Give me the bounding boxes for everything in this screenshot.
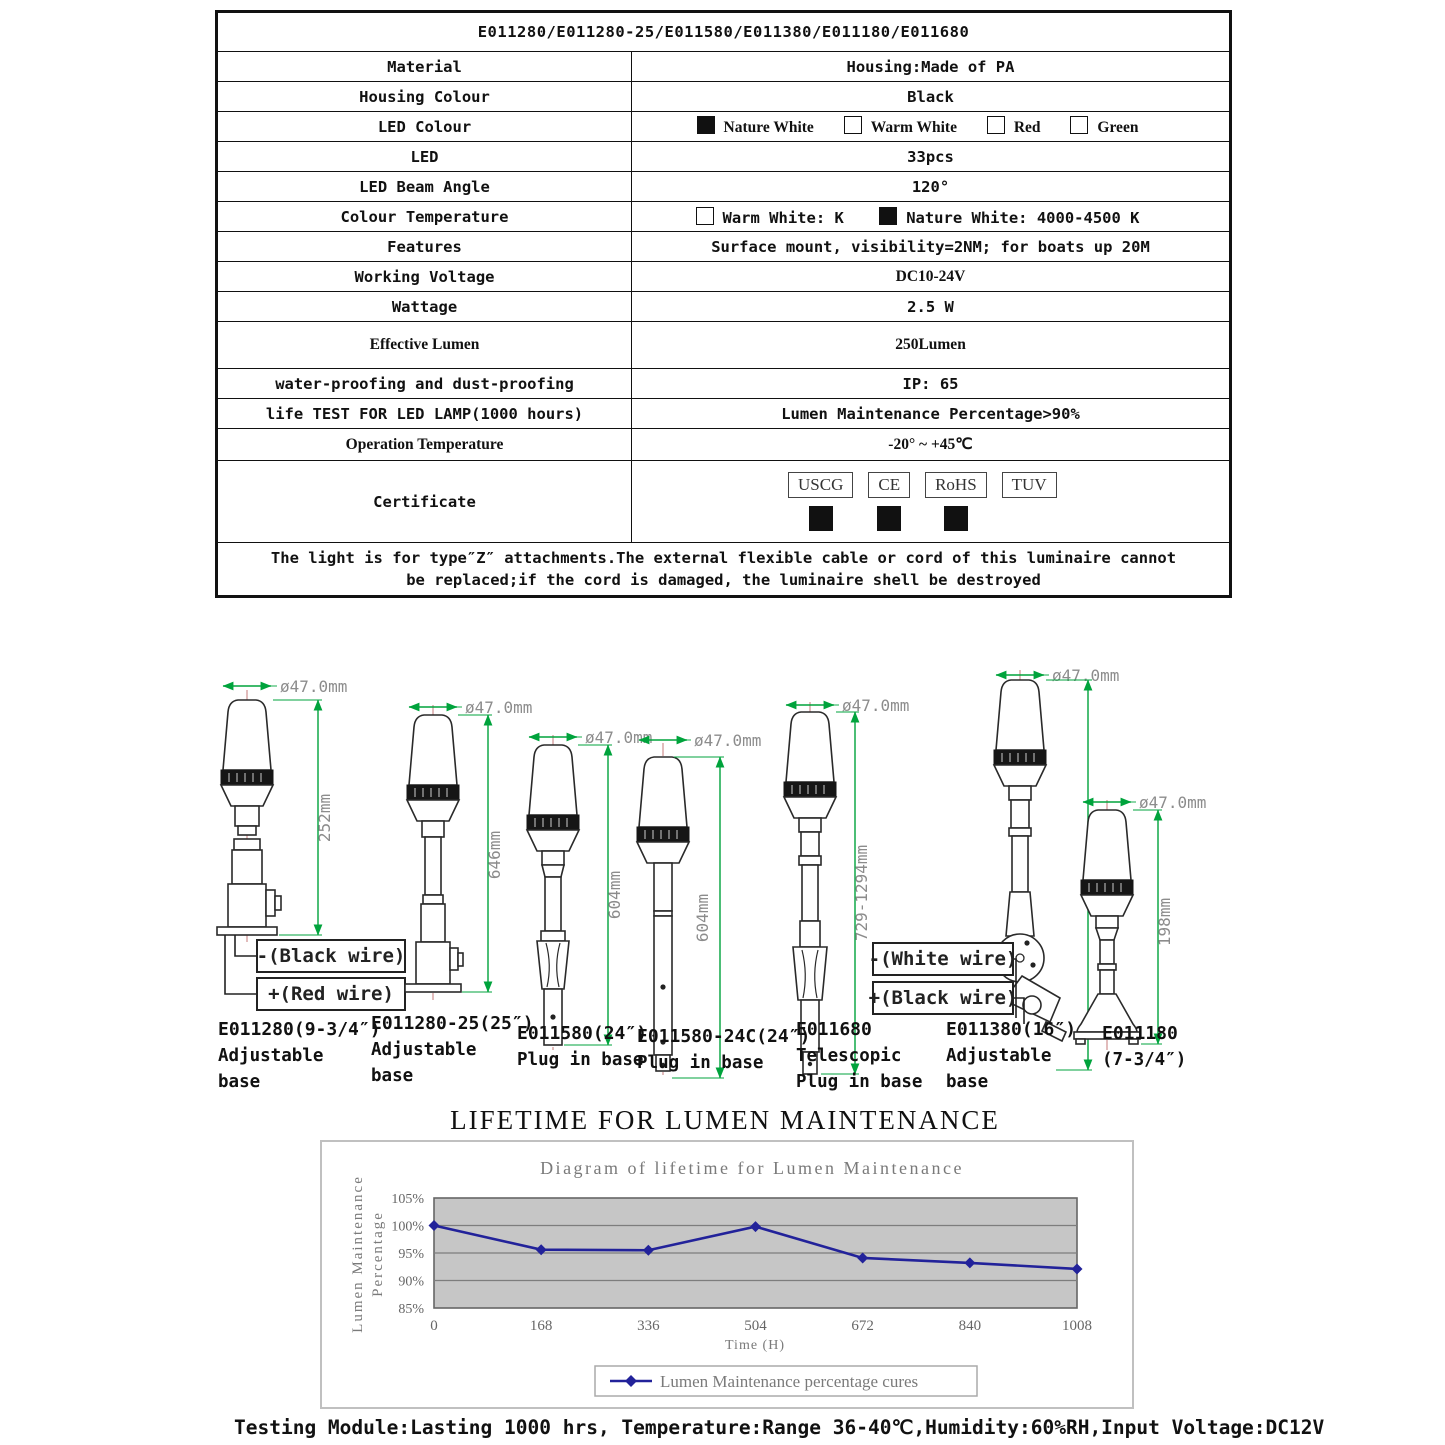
svg-text:100%: 100% — [391, 1219, 424, 1235]
cert-checked-square — [877, 506, 901, 531]
led-colour-options — [632, 112, 1231, 142]
dim-diameter: ø47.0mm — [465, 698, 533, 717]
drawing-caption: E011580(24″) Plug in base — [517, 1023, 648, 1070]
table-row — [217, 369, 1231, 399]
svg-text:0: 0 — [430, 1318, 438, 1334]
checkbox-filled-icon — [879, 207, 897, 225]
cert-rohs — [925, 472, 987, 531]
table-row-certificate — [217, 461, 1231, 543]
dim-diameter: ø47.0mm — [280, 677, 348, 696]
option-warm-white: Warm White — [844, 119, 957, 136]
lamp-drawing-E011280-25 — [405, 705, 463, 1000]
table-row — [217, 399, 1231, 429]
table-row — [217, 142, 1231, 172]
x-axis-label: Time (H) — [725, 1338, 785, 1353]
dim-height: 604mm — [693, 893, 712, 943]
wire-negative-label: -(Black wire) — [256, 945, 406, 967]
row-value: 33pcs — [632, 142, 1231, 172]
dim-diameter: ø47.0mm — [1052, 666, 1120, 685]
svg-text:504: 504 — [744, 1318, 767, 1334]
svg-text:672: 672 — [851, 1318, 874, 1334]
checkbox-empty-icon — [987, 116, 1005, 134]
svg-text:105%: 105% — [391, 1192, 424, 1207]
row-label: Wattage — [217, 292, 632, 322]
table-row — [217, 262, 1231, 292]
cert-uscg — [788, 472, 853, 531]
svg-text:1008: 1008 — [1062, 1318, 1092, 1334]
dim-diameter: ø47.0mm — [585, 728, 653, 747]
lamp-drawing-E011580 — [527, 735, 579, 1050]
row-value: 2.5 W — [632, 292, 1231, 322]
row-label: life TEST FOR LED LAMP(1000 hours) — [217, 399, 632, 429]
table-row — [217, 322, 1231, 369]
cert-tuv — [1002, 472, 1057, 531]
table-row-led-colour — [217, 112, 1231, 142]
row-label: Material — [217, 52, 632, 82]
row-label: Effective Lumen — [217, 322, 632, 369]
cert-badge: RoHS — [925, 472, 987, 498]
row-value: Lumen Maintenance Percentage>90% — [632, 399, 1231, 429]
row-label: Colour Temperature — [217, 202, 632, 232]
row-value: Black — [632, 82, 1231, 112]
dim-height: 646mm — [485, 830, 504, 880]
svg-text:85%: 85% — [398, 1302, 424, 1317]
wire-positive-label: +(Red wire) — [268, 983, 394, 1005]
cert-badge: CE — [868, 472, 910, 498]
row-label: LED Beam Angle — [217, 172, 632, 202]
table-row-note — [217, 543, 1231, 597]
row-value: Surface mount, visibility=2NM; for boats up 20M — [632, 232, 1231, 262]
cert-badge: TUV — [1002, 472, 1057, 498]
row-label: LED — [217, 142, 632, 172]
option-red: Red — [987, 119, 1041, 136]
chart-title: Diagram of lifetime for Lumen Maintenance — [540, 1158, 964, 1178]
cert-checked-square — [944, 506, 968, 531]
drawing-caption: E011580-24C(24″) Plug in base — [637, 1026, 811, 1073]
note-text: The light is for type″Z″ attachments.The external flexible cable or cord of this luminaire cannot be replaced;if the cord is damaged, the luminaire shell be destroyed — [217, 543, 1231, 597]
checkbox-empty-icon — [844, 116, 862, 134]
section-title: LIFETIME FOR LUMEN MAINTENANCE — [450, 1105, 1000, 1135]
colour-temperature-options — [632, 202, 1231, 232]
row-value: Housing:Made of PA — [632, 52, 1231, 82]
cert-badge: USCG — [788, 472, 853, 498]
option-nature-white: Nature White — [697, 119, 814, 136]
title-row — [217, 12, 1231, 52]
dim-height: 729-1294mm — [852, 844, 871, 942]
row-label: Certificate — [217, 461, 632, 543]
row-value: DC10-24V — [632, 262, 1231, 292]
drawing-caption: E011180 (7-3/4″) — [1102, 1023, 1187, 1070]
row-label: Working Voltage — [217, 262, 632, 292]
lumen-chart — [320, 1140, 1134, 1409]
cert-checked-square — [809, 506, 833, 531]
checkbox-empty-icon — [696, 207, 714, 225]
row-label: water-proofing and dust-proofing — [217, 369, 632, 399]
dim-height: 252mm — [315, 793, 334, 843]
certificate-cell — [632, 461, 1231, 543]
table-row — [217, 232, 1231, 262]
dim-diameter: ø47.0mm — [1139, 793, 1207, 812]
drawing-caption: E011380(16″) Adjustable base — [946, 1019, 1077, 1093]
row-label: Housing Colour — [217, 82, 632, 112]
page-title: E011280/E011280-25/E011580/E011380/E011180/E011680 — [217, 12, 1231, 52]
table-row — [217, 82, 1231, 112]
legend-label: Lumen Maintenance percentage cures — [660, 1372, 919, 1391]
y-axis-label-line1: Lumen Maintenance — [350, 1175, 366, 1333]
checkbox-empty-icon — [1070, 116, 1088, 134]
row-value: IP: 65 — [632, 369, 1231, 399]
footer-note: Testing Module:Lasting 1000 hrs, Temperature:Range 36-40℃,Humidity:60%RH,Input Voltage:DC12V — [234, 1416, 1325, 1439]
y-axis-label-line2: Percentage — [370, 1211, 386, 1297]
spec-table — [215, 10, 1232, 598]
table-row — [217, 292, 1231, 322]
row-label: Operation Temperature — [217, 429, 632, 461]
option-green: Green — [1070, 119, 1138, 136]
cert-ce — [868, 472, 910, 531]
row-label: Features — [217, 232, 632, 262]
row-value: 250Lumen — [632, 322, 1231, 369]
table-row — [217, 52, 1231, 82]
svg-text:95%: 95% — [398, 1247, 424, 1262]
option-warm-white-k: Warm White: K — [696, 209, 844, 227]
row-value: 120° — [632, 172, 1231, 202]
dim-diameter: ø47.0mm — [694, 731, 762, 750]
table-row — [217, 429, 1231, 461]
lamp-drawing-E011180 — [1074, 800, 1140, 1050]
svg-text:168: 168 — [529, 1318, 553, 1334]
drawing-caption: E011680 Telescopic Plug in base — [796, 1019, 923, 1093]
drawing-caption: E011280(9-3/4″) Adjustable base — [218, 1019, 381, 1093]
table-row — [217, 172, 1231, 202]
svg-text:336: 336 — [637, 1318, 660, 1334]
wire-positive-label: +(Black wire) — [868, 987, 1018, 1009]
drawing-caption: E011280-25(25″) Adjustable base — [371, 1013, 534, 1087]
option-nature-white-k: Nature White: 4000-4500 K — [879, 209, 1139, 227]
dim-height: 604mm — [605, 870, 624, 920]
table-row-colour-temperature — [217, 202, 1231, 232]
svg-text:90%: 90% — [398, 1274, 424, 1290]
dim-diameter: ø47.0mm — [842, 696, 910, 715]
row-label: LED Colour — [217, 112, 632, 142]
row-value: -20° ~ +45℃ — [632, 429, 1231, 461]
checkbox-filled-icon — [697, 116, 715, 134]
dim-height: 198mm — [1155, 897, 1174, 947]
svg-text:840: 840 — [958, 1318, 982, 1334]
lumen-chart-svg — [322, 1142, 1128, 1403]
wire-negative-label: -(White wire) — [868, 948, 1018, 970]
